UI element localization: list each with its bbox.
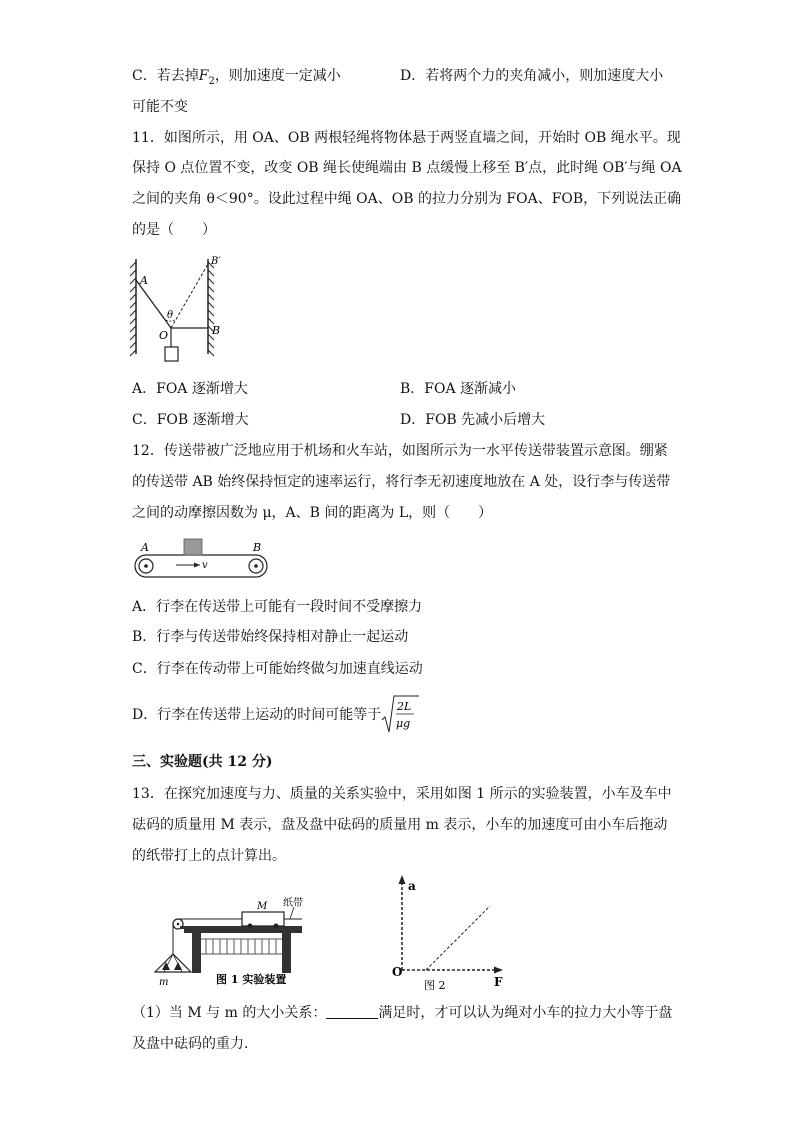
q13-label-a-axis: a	[408, 879, 416, 893]
q11-option-a: A．FOA 逐渐增大	[132, 381, 248, 397]
q11-rope-obprime	[171, 264, 208, 328]
q12-velocity-arrowhead	[194, 563, 200, 568]
q13-pan	[155, 954, 191, 972]
q12-label-b: B	[253, 541, 262, 554]
q13-cart-wheel-right	[274, 924, 279, 929]
q13-cart-wheel-left	[248, 924, 253, 929]
q10-option-d: D．若将两个力的夹角减小，则加速度大小	[400, 68, 664, 84]
q12-formula-denominator: μg	[396, 717, 411, 730]
q13-sub1-prefix: （1）当 M 与 m 的大小关系：	[132, 1005, 327, 1021]
q11-object	[165, 347, 178, 361]
q13-label-tape: 纸带	[283, 898, 303, 909]
q10-option-c-rest: ，则加速度一定减小	[214, 68, 341, 84]
q12-option-a: A．行李在传送带上可能有一段时间不受摩擦力	[132, 599, 423, 615]
q13-table-leg-right	[282, 933, 291, 973]
q12-stem-line2: 的传送带 AB 始终保持恒定的速率运行，将行李无初速度地放在 A 处，设行李与传送带	[132, 474, 671, 490]
q10-option-c-label: C．若去掉	[132, 68, 199, 84]
q13-fig1-caption: 图 1 实验装置	[216, 973, 287, 986]
q10-option-c	[132, 66, 341, 92]
q13-label-origin: O	[392, 965, 403, 979]
q11-label-bprime: B′	[211, 256, 221, 267]
q12-option-c: C．行李在传动带上可能始终做匀加速直线运动	[132, 661, 423, 677]
q13-figure-1	[150, 892, 310, 988]
q13-label-f-axis: F	[494, 975, 503, 989]
q13-sub1-suffix: 满足时，才可以认为绳对小车的拉力大小等于盘	[378, 1005, 673, 1021]
q11-stem-line3: 之间的夹角 θ＜90°。设此过程中绳 OA、OB 的拉力分别为 FOA、FOB，下列说法正确	[132, 191, 682, 207]
q13-stem-line3: 的纸带打上的点计算出。	[132, 848, 286, 864]
q12-label-a: A	[141, 541, 149, 554]
q12-option-d: D．行李在传送带上运动的时间可能等于	[132, 707, 382, 723]
q11-stem-line1: 11．如图所示，用 OA、OB 两根轻绳将物体悬于两竖直墙之间，开始时 OB 绳水平。现	[132, 130, 681, 146]
q13-cart	[242, 912, 284, 926]
q13-graph-line	[426, 906, 490, 970]
q12-formula-numerator: 2L	[397, 700, 412, 713]
q11-option-c: C．FOB 逐渐增大	[132, 412, 249, 428]
q12-luggage	[184, 539, 202, 555]
q11-label-o: O	[159, 329, 169, 342]
q11-label-a: A	[140, 274, 148, 287]
q11-rope-oa	[136, 280, 174, 328]
q12-stem-line3: 之间的动摩擦因数为 μ，A、B 间的距离为 L，则（ ）	[132, 505, 493, 521]
q13-pulley-clamp	[180, 926, 188, 929]
q13-sub1-line2: 及盘中砝码的重力．	[132, 1036, 258, 1052]
q12-conveyor-figure	[128, 534, 274, 584]
q13-fig2-caption: 图 2	[424, 979, 446, 992]
q11-label-theta: θ	[167, 310, 174, 321]
q13-label-m-cart: M	[257, 901, 268, 912]
q10-option-c-force: F	[198, 68, 209, 84]
q11-option-b: B．FOA 逐渐减小	[400, 381, 517, 397]
q11-label-b: B	[212, 324, 221, 337]
q12-right-roller-axle	[254, 564, 258, 568]
q12-label-v: v	[202, 560, 208, 571]
q10-option-d-cont: 可能不变	[132, 99, 188, 115]
q12-stem-line1: 12．传送带被广泛地应用于机场和火车站，如图所示为一水平传送带装置示意图。绷紧	[132, 443, 668, 459]
q13-table-top	[184, 926, 302, 933]
q13-stem-line1: 13．在探究加速度与力、质量的关系实验中，采用如图 1 所示的实验装置，小车及车中	[132, 786, 672, 802]
q13-sub1-blank[interactable]	[326, 1004, 378, 1019]
q11-stem-line2: 保持 O 点位置不变，改变 OB 绳长使绳端由 B 点缓慢上移至 B′点，此时绳 OB′与绳 OA	[132, 160, 682, 176]
q13-table-leg-left	[192, 933, 201, 973]
q12-option-b: B．行李与传送带始终保持相对静止一起运动	[132, 629, 409, 645]
q13-axis-f-arrow	[494, 967, 503, 974]
q11-stem-line4: 的是（ ）	[132, 222, 216, 238]
q11-option-d: D．FOB 先减小后增大	[400, 412, 546, 428]
q13-axis-a-arrow	[399, 875, 406, 884]
q11-figure	[124, 254, 224, 366]
q12-left-roller-axle	[144, 564, 148, 568]
q13-sub1-line1	[132, 1003, 672, 1023]
q13-stem-line2: 砝码的质量用 M 表示，盘及盘中砝码的质量用 m 表示，小车的加速度可由小车后拖动	[132, 817, 668, 833]
q13-label-m-pan: m	[159, 977, 169, 988]
q10-option-c-sub: 2	[208, 75, 215, 87]
q13-pulley-axle	[177, 923, 180, 926]
q12-option-d-formula	[381, 694, 421, 736]
section-3-title: 三、实验题(共 12 分)	[132, 754, 273, 770]
q13-figure-2	[390, 872, 510, 994]
